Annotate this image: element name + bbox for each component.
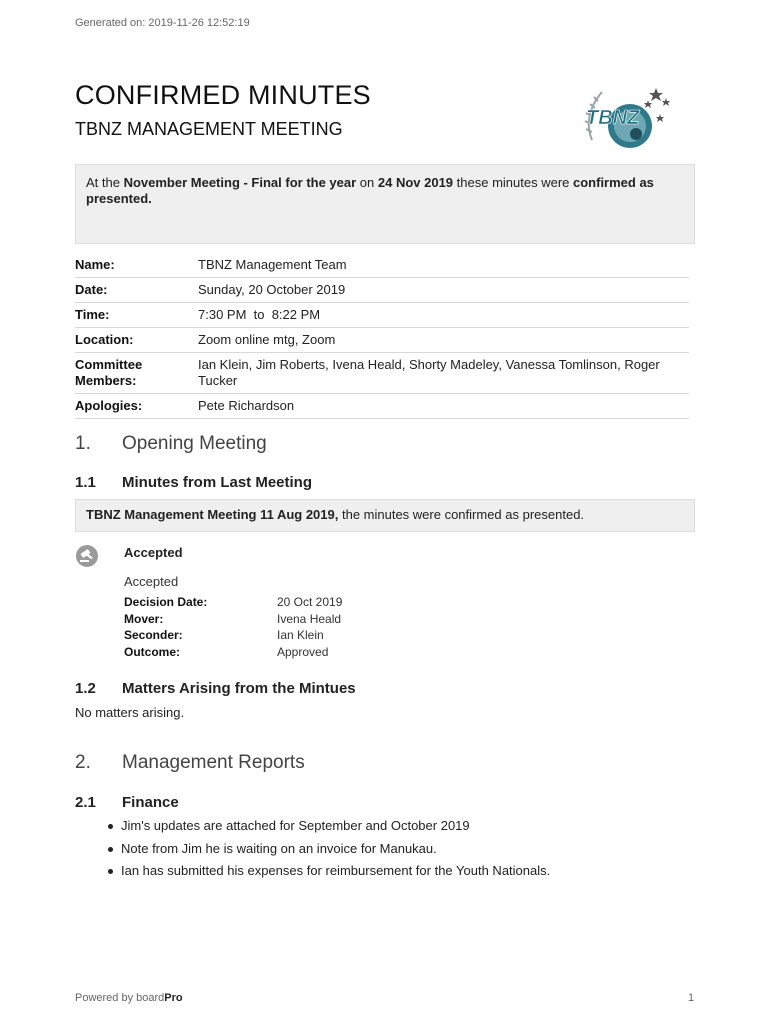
decision-label: Seconder:	[124, 628, 183, 642]
tbnz-logo-icon	[578, 78, 678, 158]
confirmation-box	[75, 164, 695, 244]
detail-label: Time:	[75, 307, 110, 322]
decision-title: Accepted	[124, 545, 183, 560]
section-number: 1.2	[75, 680, 96, 697]
section-number: 1.1	[75, 474, 96, 491]
section-title: Minutes from Last Meeting	[122, 474, 313, 491]
confirmation-prefix: At the	[86, 175, 124, 190]
detail-value: Sunday, 20 October 2019	[198, 282, 346, 297]
detail-row-apologies	[75, 394, 689, 419]
detail-value: Pete Richardson	[198, 398, 295, 413]
detail-value: TBNZ Management Team	[198, 257, 347, 272]
section-title: Matters Arising from the Mintues	[122, 680, 356, 697]
section-body: No matters arising.	[75, 705, 185, 720]
detail-value: 7:30 PM to 8:22 PM	[198, 307, 321, 322]
detail-label: Committee Members:	[75, 357, 143, 388]
document-title: CONFIRMED MINUTES	[75, 80, 371, 110]
document-subtitle: TBNZ MANAGEMENT MEETING	[75, 119, 343, 139]
decision-label: Decision Date:	[124, 595, 208, 609]
footer-powered-text: Powered by board	[75, 992, 165, 1004]
decision-row	[124, 644, 342, 661]
decision-text: Accepted	[124, 574, 179, 589]
list-item: Note from Jim he is waiting on an invoice for Manukau.	[108, 840, 550, 863]
section-heading-1-2	[75, 680, 356, 697]
section-title: Management Reports	[122, 752, 305, 773]
minutes-item-text: the minutes were confirmed as presented.	[338, 507, 585, 522]
section-heading-1-1	[75, 474, 312, 491]
detail-label: Location:	[75, 332, 134, 347]
page-number: 1	[688, 992, 695, 1004]
minutes-item-box	[75, 499, 695, 532]
meeting-details-table	[75, 253, 689, 419]
logo-text: TBNZ	[586, 107, 640, 129]
confirmation-date: 24 Nov 2019	[377, 175, 454, 190]
confirmation-suffix: these minutes were	[453, 175, 573, 190]
confirmation-meeting: November Meeting - Final for the year	[123, 175, 357, 190]
decision-label: Outcome:	[124, 644, 181, 659]
detail-value: Zoom online mtg, Zoom	[198, 332, 336, 347]
minutes-item-bold: TBNZ Management Meeting 11 Aug 2019,	[86, 507, 339, 522]
decision-label: Mover:	[124, 611, 164, 626]
detail-label: Date:	[75, 282, 108, 297]
section-heading-1	[75, 433, 267, 455]
finance-bullet-list	[108, 817, 550, 885]
detail-label: Name:	[75, 257, 115, 272]
section-heading-2	[75, 752, 305, 774]
detail-row-time	[75, 303, 689, 328]
decision-row	[124, 611, 342, 628]
list-item: Ian has submitted his expenses for reimbursement for the Youth Nationals.	[108, 862, 550, 885]
detail-row-committee	[75, 353, 689, 394]
generated-timestamp: Generated on: 2019-11-26 12:52:19	[75, 17, 250, 29]
decision-row	[124, 627, 342, 644]
decision-value: Ivena Heald	[277, 611, 342, 626]
detail-value: Ian Klein, Jim Roberts, Ivena Heald, Shorty Madeley, Vanessa Tomlinson, Roger Tucker	[198, 357, 660, 388]
section-number: 1.	[75, 433, 91, 454]
detail-row-location	[75, 328, 689, 353]
section-title: Finance	[122, 794, 179, 811]
decision-value: Ian Klein	[277, 628, 324, 642]
decision-details	[124, 594, 342, 660]
list-item: Jim's updates are attached for September and October 2019	[108, 817, 550, 840]
section-number: 2.	[75, 752, 91, 773]
confirmation-status: confirmed as presented.	[86, 175, 654, 206]
section-heading-2-1	[75, 794, 179, 811]
section-title: Opening Meeting	[122, 433, 267, 454]
detail-row-name	[75, 253, 689, 278]
decision-value: Approved	[277, 644, 329, 659]
decision-row	[124, 594, 342, 611]
section-number: 2.1	[75, 794, 96, 811]
footer-powered-by	[75, 992, 183, 1004]
detail-row-date	[75, 278, 689, 303]
gavel-icon	[75, 544, 99, 568]
confirmation-middle: on	[356, 175, 378, 190]
decision-value: 20 Oct 2019	[277, 595, 343, 609]
footer-brand: Pro	[164, 992, 183, 1004]
detail-label: Apologies:	[75, 398, 143, 413]
